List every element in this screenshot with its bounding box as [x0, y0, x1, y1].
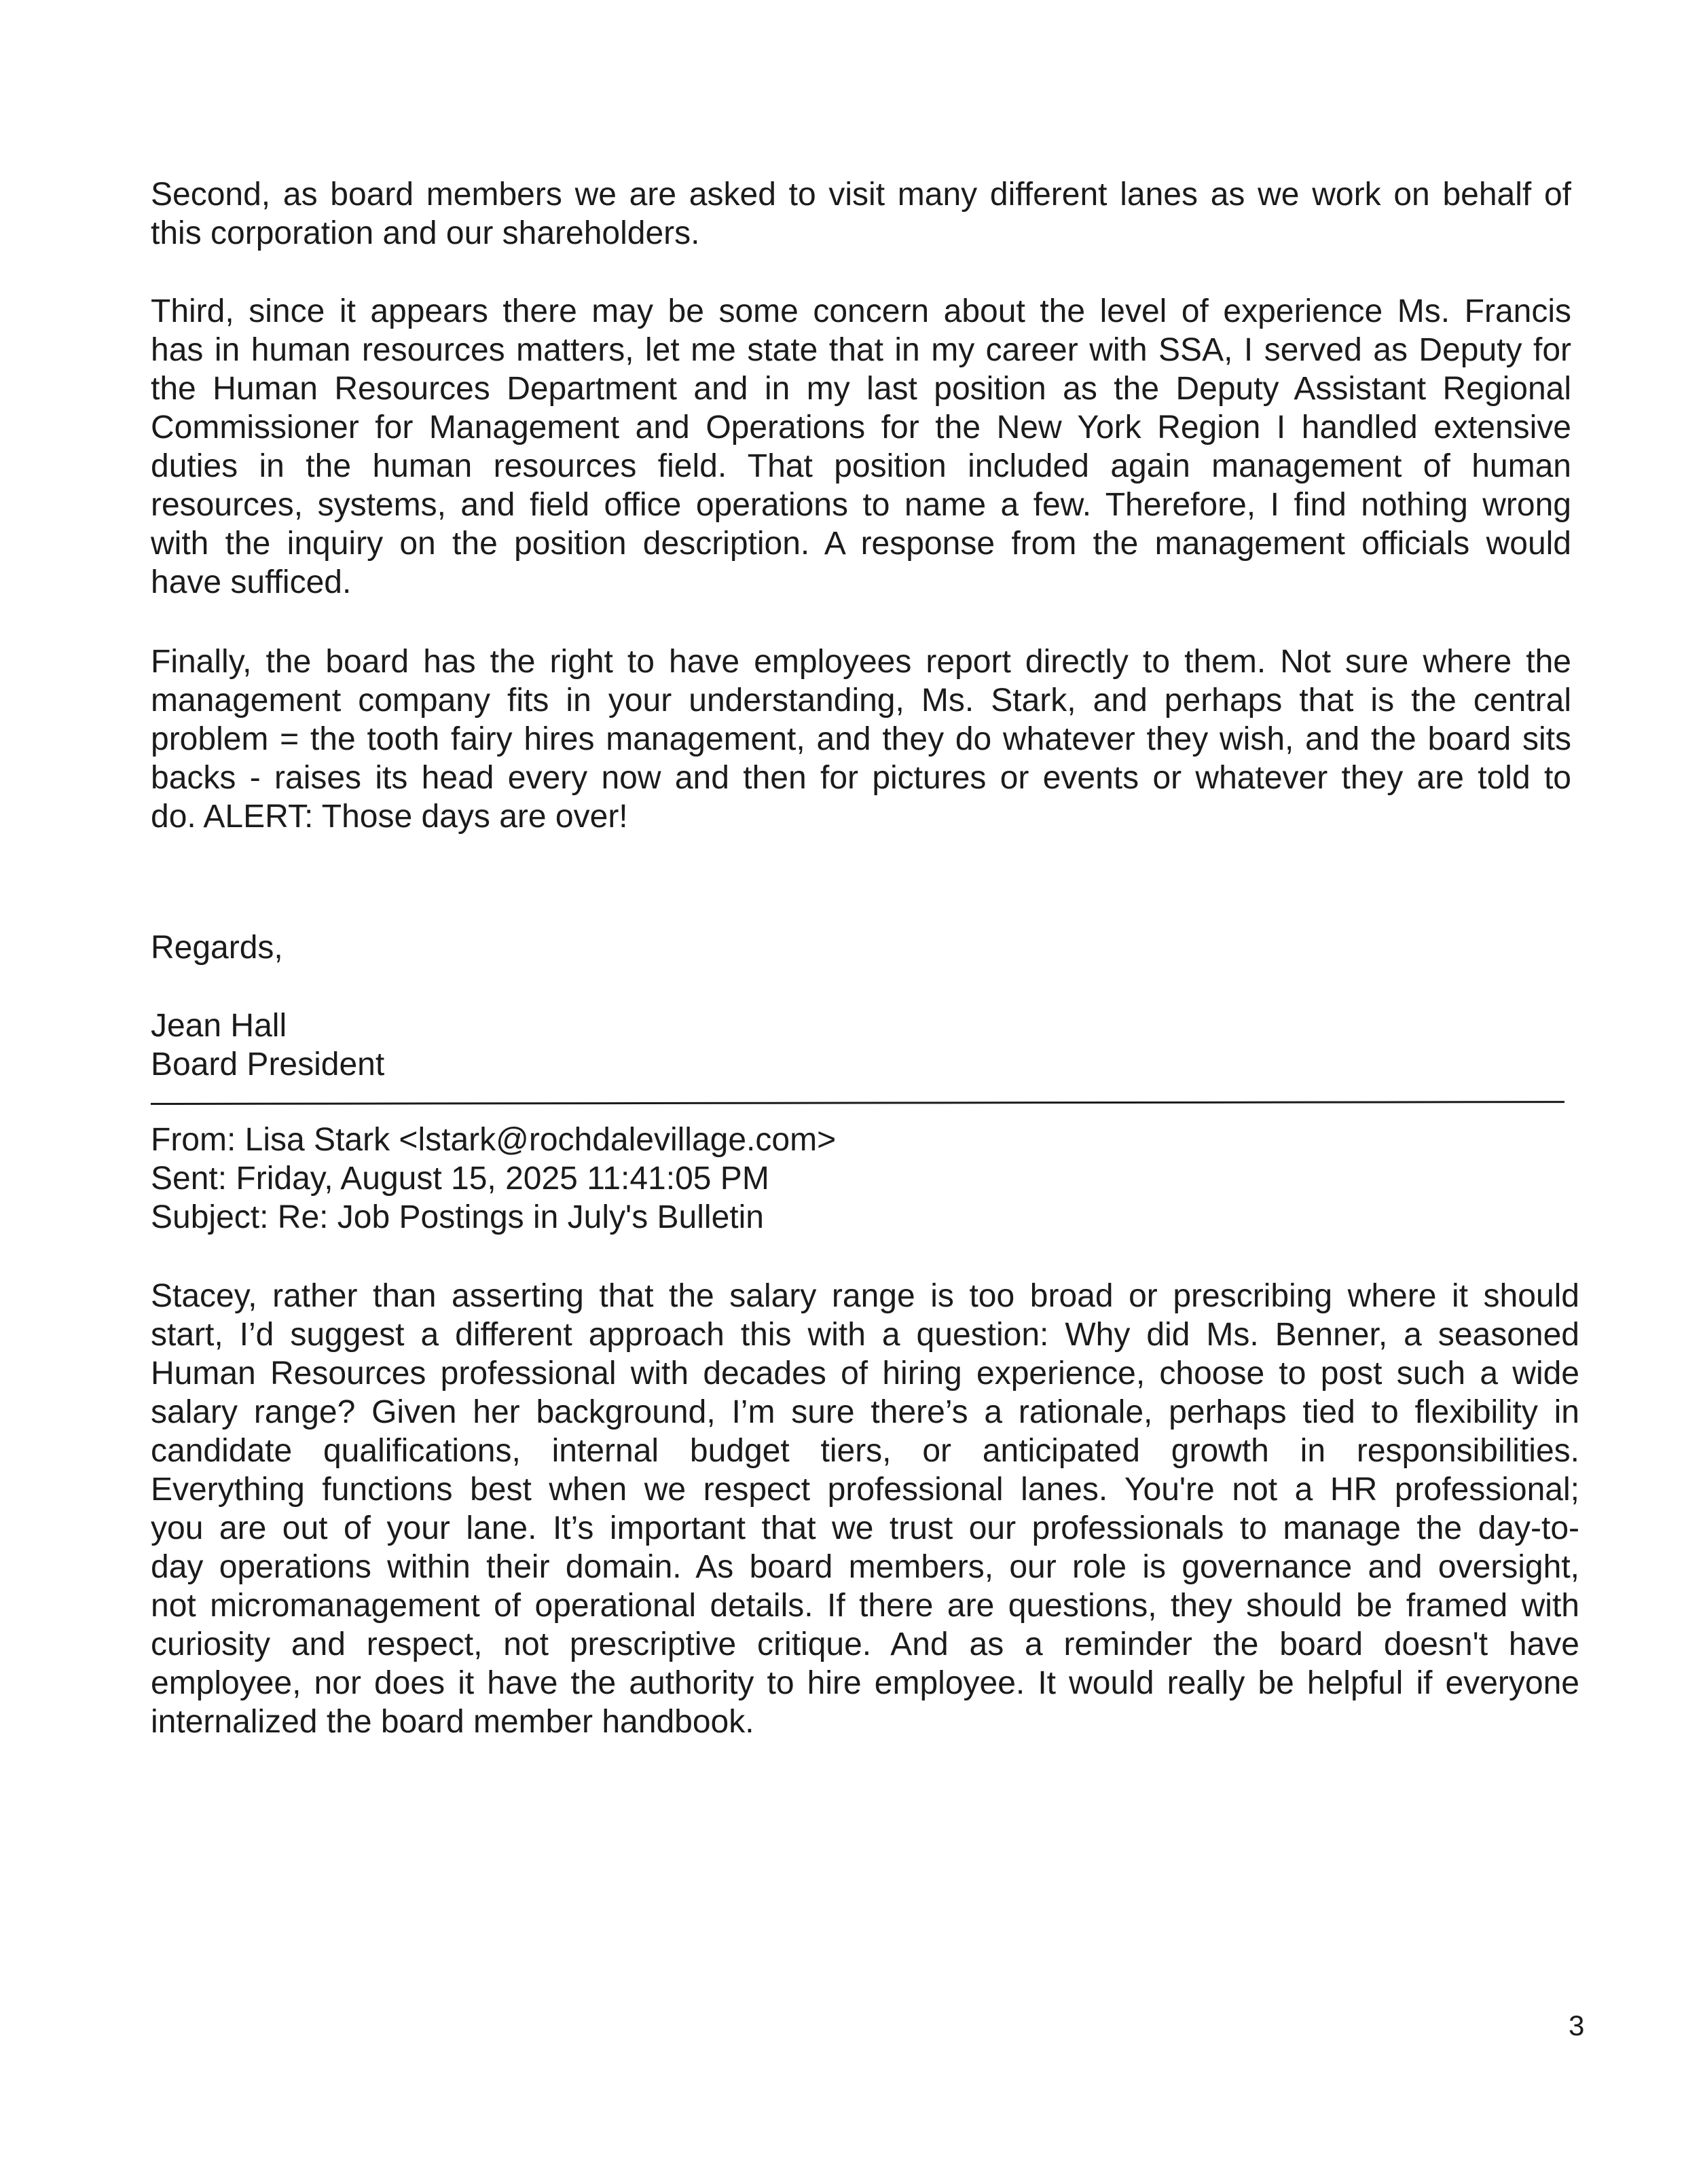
text-line: the Human Resources Department and in my last position as the Deputy Assistant Regional [151, 371, 1571, 407]
email-from: From: Lisa Stark <lstark@rochdalevillage.com> [151, 1122, 837, 1158]
signer-title: Board President [151, 1046, 385, 1082]
page-number: 3 [1569, 2009, 1585, 2041]
email-sent: Sent: Friday, August 15, 2025 11:41:05 PM [151, 1161, 769, 1197]
text-line: day operations within their domain. As board members, our role is governance and oversight, [151, 1549, 1579, 1585]
text-line: Second, as board members we are asked to visit many different lanes as we work on behalf of [151, 177, 1571, 213]
text-line: Stacey, rather than asserting that the salary range is too broad or prescribing where it should [151, 1278, 1579, 1314]
text-line: this corporation and our shareholders. [151, 215, 700, 251]
text-line: with the inquiry on the position description. A response from the management officials would [151, 526, 1571, 562]
text-line: management company fits in your understanding, Ms. Stark, and perhaps that is the central [151, 682, 1571, 718]
divider-line [151, 1101, 1564, 1105]
text-line: start, I’d suggest a different approach this with a question: Why did Ms. Benner, a seasoned [151, 1317, 1579, 1353]
signer-name: Jean Hall [151, 1008, 287, 1044]
text-line: internalized the board member handbook. [151, 1704, 754, 1740]
paragraph-third [151, 292, 1571, 602]
paragraph-second [151, 175, 1571, 253]
email-header [151, 1121, 836, 1237]
text-line: Human Resources professional with decades of hiring experience, choose to post such a wide [151, 1355, 1579, 1391]
text-line: candidate qualifications, internal budget tiers, or anticipated growth in responsibilities. [151, 1433, 1579, 1469]
text-line: duties in the human resources field. That position included again management of human [151, 448, 1571, 484]
text-line: resources, systems, and field office operations to name a few. Therefore, I find nothing wrong [151, 487, 1571, 523]
text-line: Finally, the board has the right to have employees report directly to them. Not sure where the [151, 644, 1571, 680]
text-line: curiosity and respect, not prescriptive critique. And as a reminder the board doesn't have [151, 1626, 1579, 1662]
text-line: employee, nor does it have the authority to hire employee. It would really be helpful if everyone [151, 1665, 1579, 1701]
paragraph-finally [151, 642, 1571, 836]
text-line: not micromanagement of operational details. If there are questions, they should be framed with [151, 1588, 1579, 1624]
email-body [151, 1277, 1579, 1741]
signature-block [151, 1006, 384, 1084]
text-line: do. ALERT: Those days are over! [151, 799, 628, 835]
text-line: backs - raises its head every now and then for pictures or events or whatever they are told to [151, 760, 1571, 796]
text-line: problem = the tooth fairy hires management, and they do whatever they wish, and the board sits [151, 721, 1571, 757]
text-line: have sufficed. [151, 564, 352, 600]
text-line: you are out of your lane. It’s important that we trust our professionals to manage the day-to- [151, 1510, 1579, 1546]
text-line: Third, since it appears there may be some concern about the level of experience Ms. Francis [151, 293, 1571, 329]
text-line: Everything functions best when we respect professional lanes. You're not a HR professional; [151, 1472, 1579, 1508]
text-line: has in human resources matters, let me state that in my career with SSA, I served as Deputy for [151, 332, 1571, 368]
text-line: Commissioner for Management and Operations for the New York Region I handled extensive [151, 410, 1571, 445]
email-subject: Subject: Re: Job Postings in July's Bulletin [151, 1199, 764, 1235]
closing-text: Regards, [151, 930, 283, 966]
closing [151, 928, 283, 967]
text-line: salary range? Given her background, I’m sure there’s a rationale, perhaps tied to flexibility in [151, 1394, 1579, 1430]
